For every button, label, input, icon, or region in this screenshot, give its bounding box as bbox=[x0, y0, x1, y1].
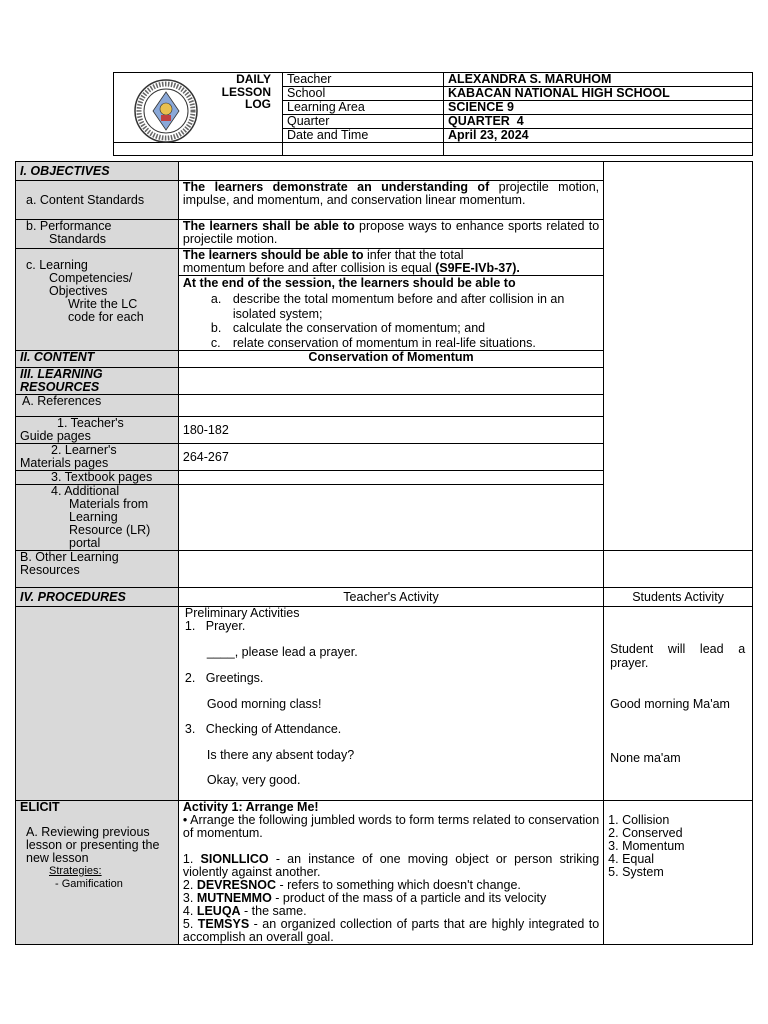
learners-materials-label: 2. Learner's Materials pages bbox=[16, 444, 179, 471]
header-value-date: April 23, 2024 bbox=[444, 129, 753, 143]
additional-materials-label: 4. Additional Materials from Learning Resource (LR) portal bbox=[16, 485, 179, 551]
lc-label-line: Competencies/ bbox=[49, 271, 133, 285]
learners-materials-pages: 264-267 bbox=[178, 444, 603, 471]
lc-text-1: infer that the total bbox=[363, 248, 464, 262]
performance-label-line: b. Performance bbox=[26, 219, 112, 233]
session-item: a. describe the total momentum before and after collision in an isolated system; bbox=[210, 292, 565, 321]
header-label-date: Date and Time bbox=[283, 129, 444, 143]
content-heading: II. CONTENT bbox=[16, 351, 179, 368]
references-empty bbox=[178, 395, 603, 417]
elicit-answers-cell bbox=[604, 801, 753, 945]
header-empty-cell bbox=[114, 143, 283, 156]
lc-code: (S9FE-IVb-37). bbox=[435, 261, 520, 275]
student-response-greeting: Good morning Ma'am bbox=[610, 697, 730, 711]
textbook-pages-empty bbox=[178, 471, 603, 485]
performance-standards-label bbox=[16, 220, 179, 249]
performance-label-line: Standards bbox=[49, 232, 106, 246]
elicit-label-cell bbox=[16, 801, 179, 945]
elicit-sub-line: A. Reviewing previous bbox=[26, 825, 150, 839]
other-resources-right bbox=[604, 551, 753, 588]
header-label-school: School bbox=[283, 87, 444, 101]
session-bold: At the end of the session, the learners should be able to bbox=[182, 276, 516, 290]
header-value-area: SCIENCE 9 bbox=[444, 101, 753, 115]
answer-item: 5. System bbox=[608, 865, 664, 879]
header-block bbox=[113, 72, 753, 149]
preliminary-label-empty bbox=[16, 607, 179, 801]
prelim-greetings-line: Good morning class! bbox=[206, 697, 322, 711]
answer-item: 2. Conserved bbox=[608, 826, 683, 840]
lc-label-line: Write the LC bbox=[68, 297, 138, 311]
strategies-label: Strategies: bbox=[49, 865, 102, 877]
jumbled-item: 4. LEUQA - the same. bbox=[182, 904, 307, 918]
performance-standards-cell bbox=[178, 220, 603, 249]
header-empty-cell bbox=[444, 143, 753, 156]
lc-label-line: Objectives bbox=[49, 284, 108, 298]
learning-competency-cell bbox=[178, 249, 603, 276]
prelim-attendance-line-1: Is there any absent today? bbox=[206, 748, 355, 762]
textbook-pages-label: 3. Textbook pages bbox=[16, 471, 179, 485]
header-value-quarter: QUARTER 4 bbox=[444, 115, 753, 129]
doc-type-line: LOG bbox=[245, 97, 271, 111]
activity-title: Activity 1: Arrange Me! bbox=[182, 800, 319, 814]
elicit-sub-line: new lesson bbox=[26, 851, 89, 865]
prelim-item-prayer: 1. Prayer. bbox=[184, 619, 246, 633]
preliminary-activities-cell bbox=[178, 607, 603, 801]
doc-type-label bbox=[221, 73, 271, 111]
right-column-empty bbox=[604, 162, 753, 551]
header-empty-cell bbox=[283, 143, 444, 156]
lesson-table bbox=[15, 161, 753, 945]
session-item: c. relate conservation of momentum in real-life situations. bbox=[210, 336, 536, 350]
session-objectives-cell bbox=[178, 276, 603, 351]
content-standards-text: projectile motion, impulse, and momentum, and conservation linear momentum. bbox=[182, 180, 600, 207]
content-topic: Conservation of Momentum bbox=[178, 351, 603, 368]
resources-heading: III. LEARNING RESOURCES bbox=[16, 368, 179, 395]
doc-type-line: DAILY bbox=[236, 72, 271, 86]
preliminary-students-cell bbox=[604, 607, 753, 801]
content-standards-label: a. Content Standards bbox=[16, 181, 179, 220]
lc-label-line: c. Learning bbox=[26, 258, 88, 272]
teacher-activity-header: Teacher's Activity bbox=[178, 588, 603, 607]
lc-bold: The learners should be able to bbox=[182, 248, 364, 262]
objectives-empty bbox=[178, 162, 603, 181]
preliminary-title: Preliminary Activities bbox=[184, 606, 300, 620]
learning-competencies-label bbox=[16, 249, 179, 351]
header-value-school: KABACAN NATIONAL HIGH SCHOOL bbox=[444, 87, 753, 101]
doc-type-line: LESSON bbox=[221, 84, 271, 99]
header-label-area: Learning Area bbox=[283, 101, 444, 115]
objectives-heading: I. OBJECTIVES bbox=[16, 162, 179, 181]
teachers-guide-pages: 180-182 bbox=[178, 417, 603, 444]
procedures-heading: IV. PROCEDURES bbox=[16, 588, 179, 607]
student-response-attendance: None ma'am bbox=[610, 751, 681, 765]
additional-materials-empty bbox=[178, 485, 603, 551]
strategy-item: - Gamification bbox=[55, 878, 123, 890]
activity-instruction: • Arrange the following jumbled words to form terms related to conservation of momentum. bbox=[182, 813, 600, 840]
prelim-prayer-line: ____, please lead a prayer. bbox=[206, 645, 358, 659]
jumbled-item: 2. DEVRESNOC - refers to something which doesn't change. bbox=[182, 878, 521, 892]
prelim-item-greetings: 2. Greetings. bbox=[184, 671, 264, 685]
answer-item: 1. Collision bbox=[608, 813, 670, 827]
content-standards-cell bbox=[178, 181, 603, 220]
performance-text: propose ways to enhance sports related to projectile motion. bbox=[182, 219, 600, 246]
other-resources-empty bbox=[178, 551, 603, 588]
answer-item: 4. Equal bbox=[608, 852, 655, 866]
deped-seal-logo bbox=[133, 78, 199, 144]
references-label: A. References bbox=[16, 395, 179, 417]
elicit-activity-cell bbox=[178, 801, 603, 945]
other-resources-label: B. Other Learning Resources bbox=[16, 551, 179, 588]
header-label-teacher: Teacher bbox=[283, 73, 444, 87]
lc-text-2: momentum before and after collision is equal bbox=[182, 261, 436, 275]
prelim-item-attendance: 3. Checking of Attendance. bbox=[184, 722, 342, 736]
header-table bbox=[113, 72, 753, 156]
answer-item: 3. Momentum bbox=[608, 839, 685, 853]
elicit-sub-line: lesson or presenting the bbox=[26, 838, 160, 852]
header-label-quarter: Quarter bbox=[283, 115, 444, 129]
resources-empty bbox=[178, 368, 603, 395]
performance-bold: The learners shall be able to bbox=[182, 219, 355, 233]
prelim-attendance-line-2: Okay, very good. bbox=[206, 773, 301, 787]
session-item: b. calculate the conservation of momentum; and bbox=[210, 321, 486, 335]
jumbled-item: 5. TEMSYS - an organized collection of parts that are highly integrated to accomplish an overall goal. bbox=[182, 917, 600, 944]
elicit-heading: ELICIT bbox=[20, 800, 60, 814]
content-standards-bold: The learners demonstrate an understanding of bbox=[182, 180, 490, 194]
teachers-guide-label: 1. Teacher's Guide pages bbox=[16, 417, 179, 444]
students-activity-header: Students Activity bbox=[604, 588, 753, 607]
jumbled-item: 3. MUTNEMMO - product of the mass of a particle and its velocity bbox=[182, 891, 547, 905]
header-value-teacher: ALEXANDRA S. MARUHOM bbox=[444, 73, 753, 87]
student-response-prayer: Student will lead a prayer. bbox=[610, 642, 746, 670]
jumbled-item: 1. SIONLLICO - an instance of one moving object or person striking violently against another. bbox=[182, 852, 600, 879]
lc-label-line: code for each bbox=[68, 310, 144, 324]
